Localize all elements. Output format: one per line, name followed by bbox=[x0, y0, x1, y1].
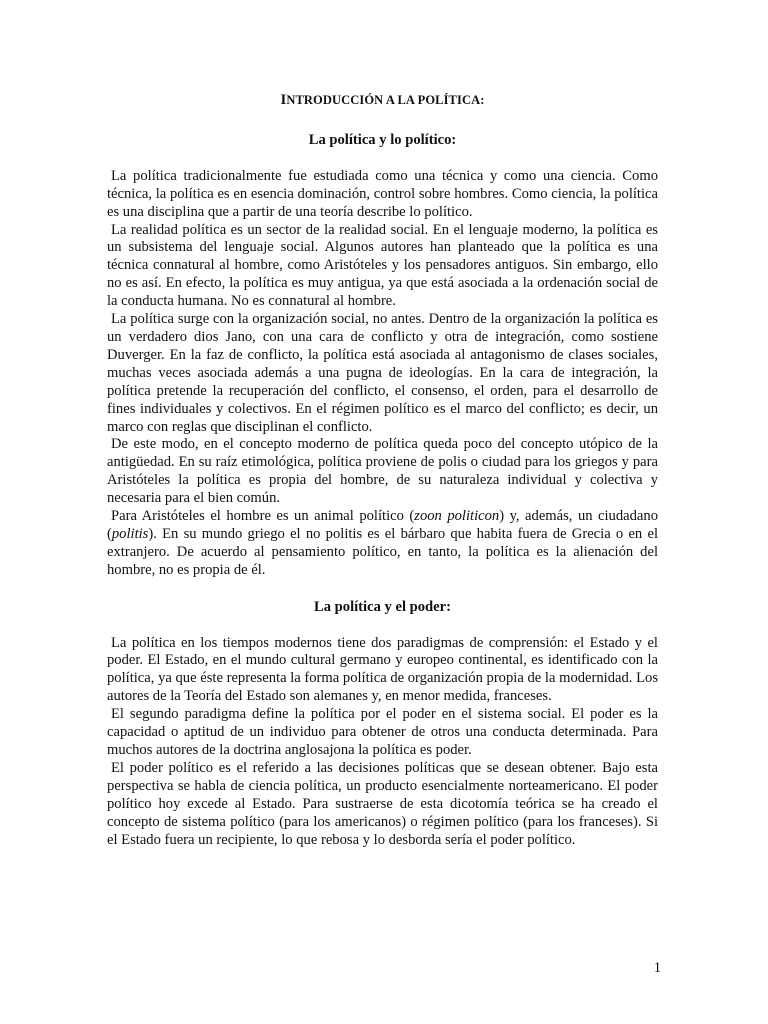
paragraph-text: ). En su mundo griego el no politis es el bárbaro que habita fuera de Grecia o en el extranjero. De acuerdo al pensamiento político, en tanto, la política es la alienación del hombre, no es propia de él. bbox=[107, 525, 658, 578]
document-title-rest: NTRODUCCIÓN A LA POLÍTICA: bbox=[286, 93, 485, 107]
paragraph bbox=[107, 635, 658, 707]
paragraph-text: El segundo paradigma define la política por el poder en el sistema social. El poder es la capacidad o aptitud de un individuo para obtener de otros una conducta determinada. Para muchos autores de la doctrina anglosajona la política es poder. bbox=[107, 706, 658, 758]
paragraph bbox=[107, 706, 658, 760]
paragraph-text: ) y, además, un ciudadano ( bbox=[107, 508, 658, 542]
paragraph bbox=[107, 311, 658, 436]
paragraph bbox=[107, 760, 658, 850]
paragraph-text: La política surge con la organización social, no antes. Dentro de la organización la política es un verdadero dios Jano, con una cara de conflicto y otra de integración, como sostiene Duverger. En la faz de conflicto, la política está asociada al antagonismo de clases sociales, muchas veces asociada además a una pugna de ideologías. En la cara de integración, la política pretende la recuperación del conflicto, el consenso, el orden, para el desarrollo de fines individuales y colectivos. En el régimen político es el marco del conflicto; es decir, un marco con reglas que disciplinan el conflicto. bbox=[107, 311, 658, 435]
paragraph bbox=[107, 508, 658, 580]
paragraph-text: De este modo, en el concepto moderno de política queda poco del concepto utópico de la antigüedad. En su raíz etimológica, política proviene de polis o ciudad para los griegos y para Aristóteles la política es propia del hombre, de su naturaleza individual y colectiva y necesaria para el bien común. bbox=[107, 436, 658, 507]
paragraph-text: La realidad política es un sector de la realidad social. En el lenguaje moderno, la política es un subsistema del lenguaje social. Algunos autores han planteado que la política es una técnica connatural al hombre, como Aristóteles y los pensadores antiguos. Sin embargo, ello no es así. En efecto, la política es muy antigua, ya que está asociada a la ordenación social de la conducta humana. No es connatural al hombre. bbox=[107, 221, 658, 310]
italic-term: politis bbox=[111, 525, 149, 542]
section-heading-politica-y-el-poder: La política y el poder: bbox=[313, 598, 451, 615]
paragraph-text: Para Aristóteles el hombre es un animal político ( bbox=[111, 508, 415, 525]
paragraph bbox=[107, 436, 658, 508]
document-body bbox=[107, 92, 658, 849]
paragraph bbox=[107, 222, 658, 312]
paragraph-text: El poder político es el referido a las decisiones políticas que se desean obtener. Bajo esta perspectiva se habla de ciencia política, un producto esencialmente norteamericano. El poder político hoy excede al Estado. Para sustraerse de esta dicotomía teórica se ha creado el concepto de sistema político (para los americanos) o régimen político (para los franceses). Si el Estado fuera un recipiente, lo que rebosa y lo desborda sería el poder político. bbox=[107, 759, 658, 848]
document-title-initial: I bbox=[280, 92, 287, 108]
italic-term: zoon politicon bbox=[414, 508, 500, 525]
section-heading-politica-y-lo-politico: La política y lo político: bbox=[308, 131, 457, 148]
paragraph-text: La política en los tiempos modernos tiene dos paradigmas de comprensión: el Estado y el poder. El Estado, en el mundo cultural germano y europeo continental, es identificado con la política, ya que éste representa la forma política de organización propia de la modernidad. Los autores de la Teoría del Estado son alemanes y, en menor medida, franceses. bbox=[107, 634, 658, 705]
page-number: 1 bbox=[653, 960, 661, 976]
document-title bbox=[107, 92, 658, 110]
paragraph-text: La política tradicionalmente fue estudiada como una técnica y como una ciencia. Como técnica, la política es en esencia dominación, control sobre hombres. Como ciencia, la política es una disciplina que a partir de una teoría describe lo político. bbox=[107, 167, 658, 220]
paragraph bbox=[107, 168, 658, 222]
